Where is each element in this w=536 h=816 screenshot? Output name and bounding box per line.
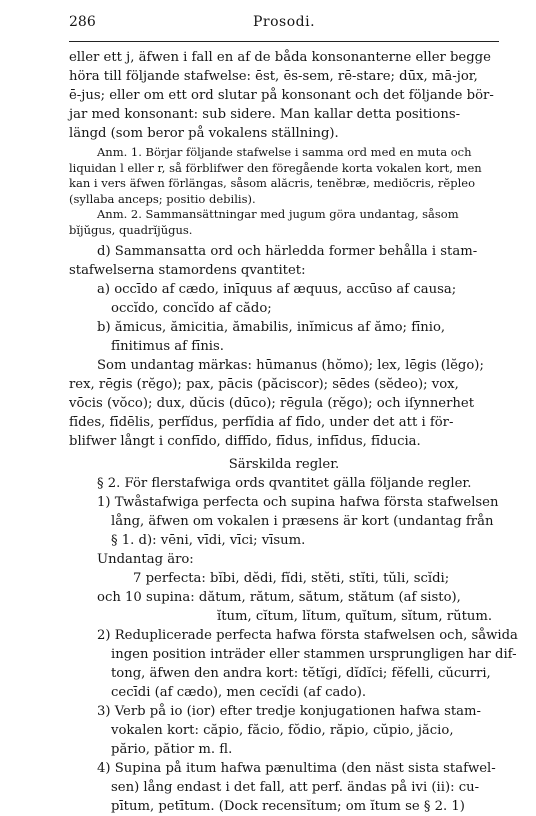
text-line: b) ămicus, ămicitia, ămabilis, inĭmicus af ămo; fīnio,	[97, 319, 446, 335]
text-line: 1) Twåstafwiga perfecta och supina hafwa första stafwelsen	[97, 494, 499, 510]
running-head: Prosodi.	[252, 14, 316, 30]
note-line: bĭjŭgus, quadrĭjŭgus.	[69, 222, 193, 237]
text-line: lång, äfwen om vokalen i præsens är kort (undantag från	[111, 513, 494, 529]
text-line: § 2. För flerstafwiga ords qvantitet gälla följande regler.	[97, 475, 472, 491]
text-line: 3) Verb på io (ior) efter tredje konjugationen hafwa stam-	[97, 703, 482, 719]
footnote-block	[69, 145, 499, 239]
text-line: 4) Supina på itum hafwa pænultima (den näst sista stafwel-	[97, 760, 496, 776]
text-line: d) Sammansatta ord och härledda former behålla i stam-	[97, 243, 478, 259]
text-line: Undantag äro:	[97, 551, 194, 567]
rules-section	[69, 474, 518, 816]
note-line: Anm. 2. Sammansättningar med jugum göra undantag, såsom	[97, 207, 459, 222]
text-line: § 1. d): vēni, vīdi, vīci; vīsum.	[111, 532, 306, 548]
note-line: Anm. 1. Börjar följande stafwelse i samma ord med en muta och	[97, 145, 472, 159]
text-line: ingen position inträder eller stammen ursprungligen har dif-	[111, 646, 517, 662]
header-rule	[69, 41, 499, 42]
text-line: ĭtum, cĭtum, lĭtum, quĭtum, sĭtum, rŭtum.	[217, 608, 493, 624]
text-line: occĭdo, concĭdo af cădo;	[111, 300, 272, 316]
text-line: och 10 supina: dătum, rătum, sătum, stătum (af sisto),	[97, 589, 461, 605]
page-header	[69, 12, 499, 36]
text-line: pītum, petītum. (Dock recensĭtum; om ĭtum se § 2. 1)	[111, 798, 465, 814]
page-number: 286	[69, 14, 96, 30]
text-line: cecīdi (af cædo), men cecĭdi (af cado).	[111, 684, 367, 700]
text-line: fīnitimus af fīnis.	[111, 338, 224, 354]
body-paragraph	[69, 242, 499, 451]
text-line: Som undantag märkas: hūmanus (hŏmo); lex, lēgis (lĕgo);	[97, 357, 484, 373]
text-line: blifwer långt i confīdo, diffīdo, fīdus, infīdus, fīducia.	[69, 433, 421, 449]
text-line: stafwelserna stamordens qvantitet:	[69, 262, 306, 278]
section-title: Särskilda regler.	[228, 456, 340, 472]
text-line: 7 perfecta: bĭbi, dĕdi, fĭdi, stĕti, stĭti, tŭli, scĭdi;	[133, 570, 450, 586]
note-line: kan i vers äfwen förlängas, såsom alăcris, tenĕbræ, mediŏcris, rĕpleo	[69, 176, 476, 191]
text-line: längd (som beror på vokalens ställning).	[69, 126, 339, 141]
intro-paragraph	[69, 48, 499, 143]
text-line: sen) lång endast i det fall, att perf. ändas på ivi (ii): cu-	[111, 779, 480, 795]
text-line: părio, pătior m. fl.	[111, 741, 233, 757]
text-line: eller ett j, äfwen i fall en af de båda konsonanterne eller begge	[69, 50, 491, 65]
text-line: höra till följande stafwelse: ēst, ēs-sem, rē-stare; dūx, mā-jor,	[69, 69, 478, 84]
text-line: vokalen kort: căpio, făcio, fŏdio, răpio, cŭpio, jăcio,	[111, 722, 454, 738]
text-line: a) occīdo af cædo, inīquus af æquus, accūso af causa;	[97, 281, 457, 297]
note-line: (syllaba anceps; positio debilis).	[69, 191, 256, 206]
text-line: rex, rēgis (rĕgo); pax, pācis (păciscor); sēdes (sĕdeo); vox,	[69, 376, 459, 392]
text-line: 2) Reduplicerade perfecta hafwa första stafwelsen och, såwida	[97, 627, 518, 643]
text-line: vōcis (vŏco); dux, dŭcis (dūco); rēgula (rĕgo); och iſynnerhet	[69, 395, 475, 411]
text-line: tong, äfwen den andra kort: tĕtĭgi, dĭdĭci; fĕfelli, cŭcurri,	[111, 665, 491, 681]
note-line: liquidan l eller r, så förblifwer den föregående korta vokalen kort, men	[69, 160, 482, 175]
text-line: fīdes, fīdēlis, perfĭdus, perfĭdia af fīdo, under det att i för-	[69, 414, 454, 430]
text-line: jar med konsonant: sub sidere. Man kallar detta positions-	[69, 107, 461, 122]
text-line: ē-jus; eller om ett ord slutar på konsonant och det följande bör-	[69, 88, 494, 103]
